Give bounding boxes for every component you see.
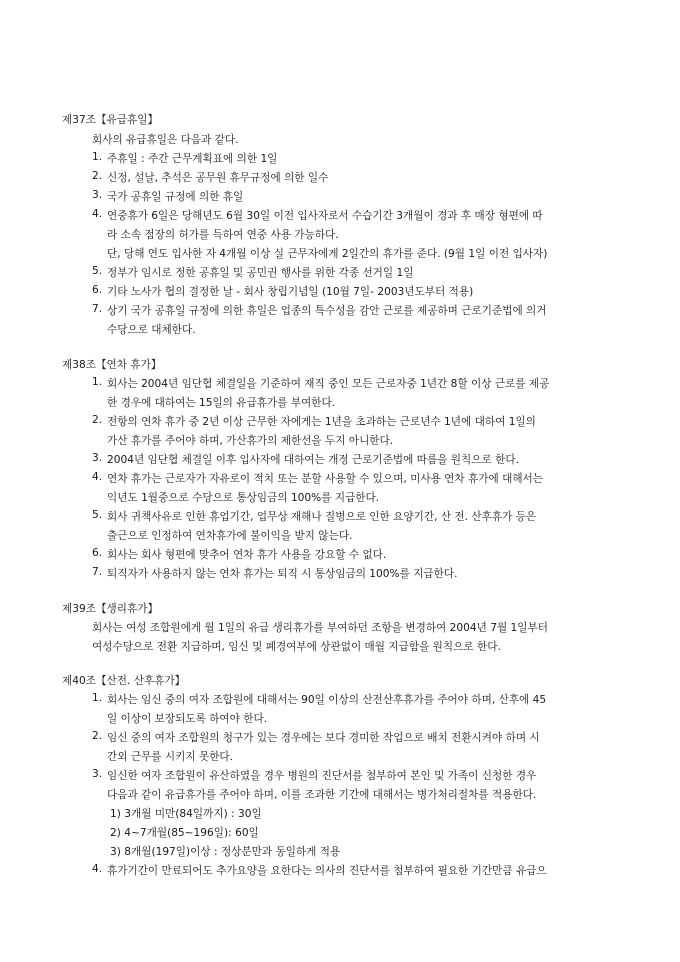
article-40-item-4-text: 휴가기간이 만료되어도 추가요양을 요한다는 의사의 진단서를 첨부하여 필요한 기간만큼 유급으: [107, 865, 547, 877]
article-37-item-3-number: 3.: [92, 189, 103, 201]
article-37-item-2-number: 2.: [92, 170, 103, 182]
article-37-item-1-number: 1.: [92, 151, 103, 163]
article-39-body: 회사는 여성 조합원에게 월 1일의 유급 생리휴가를 부여하던 조항을 변경하여 2004년 7월 1일부터: [92, 622, 548, 634]
article-37-item-4-text: 라 소속 점장의 허가를 득하여 연중 사용 가능하다.: [107, 229, 339, 241]
article-38-title: 제38조【연차 휴가】: [62, 359, 162, 371]
article-40-item-2-text: 간외 근무를 시키지 못한다.: [107, 751, 234, 763]
article-38-item-5-text: 출근으로 인정하여 연차휴가에 불이익을 받지 않는다.: [107, 530, 353, 542]
article-37-title: 제37조【유급휴일】: [62, 114, 159, 126]
article-38-item-2-text: 가산 휴가를 주어야 하며, 가산휴가의 제한선을 두지 아니한다.: [107, 435, 394, 447]
article-37-item-6-number: 6.: [92, 284, 103, 296]
article-38-item-4-text: 연차 휴가는 근로자가 자유로이 적치 또는 분할 사용할 수 있으며, 미사용 연차 휴가에 대해서는: [107, 473, 544, 485]
article-38-item-5-number: 5.: [92, 509, 103, 521]
article-38-item-5-text: 회사 귀책사유로 인한 휴업기간, 업무상 재해나 질병으로 인한 요양기간, 산 전. 산후휴가 등은: [107, 511, 537, 523]
article-38-item-2-number: 2.: [92, 414, 103, 426]
article-37-item-2-text: 신정, 설날, 추석은 공무원 휴무규정에 의한 일수: [107, 172, 329, 184]
article-40-item-3-text: 다음과 같이 유급휴가를 주어야 하며, 이를 조과한 기간에 대해서는 병가처리절차를 적용한다.: [107, 789, 537, 801]
article-38-item-1-number: 1.: [92, 376, 103, 388]
article-38-item-3-text: 2004년 임단협 체결일 이후 입사자에 대하여는 개정 근로기준법에 따름을 원칙으로 한다.: [107, 454, 519, 466]
article-38-item-7-text: 퇴직자가 사용하지 않는 연차 휴가는 퇴직 시 통상임금의 100%를 지급한다.: [107, 568, 458, 580]
article-37-item-4-text: 연중휴가 6일은 당해년도 6월 30일 이전 입사자로서 수습기간 3개월이 경과 후 매장 형편에 따: [107, 210, 543, 222]
article-37-item-5-number: 5.: [92, 265, 103, 277]
article-40-item-1-number: 1.: [92, 692, 103, 704]
article-38-item-4-number: 4.: [92, 471, 103, 483]
article-37-item-7-text: 상기 국가 공휴일 규정에 의한 휴일은 업종의 특수성을 감안 근로를 제공하며 근로기준법에 의거: [107, 305, 547, 317]
article-39-title: 제39조【생리휴가】: [62, 603, 159, 615]
article-40-subitem-1: 1) 3개월 미만(84일까지) : 30일: [110, 808, 262, 820]
article-40-title: 제40조【산전. 산후휴가】: [62, 675, 186, 687]
article-40-item-1-text: 회사는 임신 중의 여자 조합원에 대해서는 90일 이상의 산전산후휴가를 주어야 하며, 산후에 45: [107, 694, 547, 706]
article-37-intro: 회사의 유급휴일은 다음과 같다.: [92, 134, 239, 146]
article-40-item-3-number: 3.: [92, 768, 103, 780]
article-40-item-4-number: 4.: [92, 863, 103, 875]
article-38-item-7-number: 7.: [92, 566, 103, 578]
article-38-item-2-text: 전항의 연차 휴가 중 2년 이상 근무한 자에게는 1년을 초과하는 근로년수 1년에 대하여 1일의: [107, 416, 536, 428]
article-37-item-1-text: 주휴일 : 주간 근무계획표에 의한 1일: [107, 153, 278, 165]
article-38-item-1-text: 한 경우에 대하여는 15일의 유급휴가를 부여한다.: [107, 397, 336, 409]
article-37-item-7-number: 7.: [92, 303, 103, 315]
article-40-subitem-3: 3) 8개월(197일)이상 : 정상분만과 동일하게 적용: [110, 846, 341, 858]
article-37-item-3-text: 국가 공휴일 규정에 의한 휴일: [107, 191, 244, 203]
article-38-item-3-number: 3.: [92, 452, 103, 464]
article-40-item-1-text: 일 이상이 보장되도록 하여야 한다.: [107, 713, 268, 725]
article-38-item-1-text: 회사는 2004년 임단협 체결일을 기준하여 재직 중인 모든 근로자중 1년간 8할 이상 근로를 제공: [107, 378, 550, 390]
article-38-item-6-text: 회사는 회사 형편에 맞추어 연차 휴가 사용을 강요할 수 없다.: [107, 549, 387, 561]
article-40-subitem-2: 2) 4~7개월(85~196일): 60일: [110, 827, 259, 839]
article-40-item-2-text: 임신 중의 여자 조합원의 청구가 있는 경우에는 보다 경미한 작업으로 배치 전환시켜야 하며 시: [107, 732, 540, 744]
article-37-item-7-text: 수당으로 대체한다.: [107, 324, 196, 336]
article-39-body: 여성수당으로 전환 지급하며, 임신 및 폐경여부에 상관없이 매월 지급함을 원칙으로 한다.: [92, 641, 501, 653]
article-37-item-5-text: 정부가 임시로 정한 공휴일 및 공민권 행사를 위한 각종 선거일 1일: [107, 267, 414, 279]
article-40-item-2-number: 2.: [92, 730, 103, 742]
article-38-item-4-text: 익년도 1월중으로 수당으로 통상임금의 100%를 지급한다.: [107, 492, 380, 504]
article-40-item-3-text: 임신한 여자 조합원이 유산하였을 경우 병원의 진단서를 첨부하여 본인 및 가족이 신청한 경우: [107, 770, 537, 782]
article-37-item-4-number: 4.: [92, 208, 103, 220]
article-37-item-6-text: 기타 노사가 협의 결정한 날 - 회사 창립기념일 (10월 7일- 2003년도부터 적용): [107, 286, 474, 298]
article-37-item-4-text: 단, 당해 연도 입사한 자 4개월 이상 실 근무자에게 2일간의 휴가를 준다. (9월 1일 이전 입사자): [107, 248, 548, 260]
article-38-item-6-number: 6.: [92, 547, 103, 559]
